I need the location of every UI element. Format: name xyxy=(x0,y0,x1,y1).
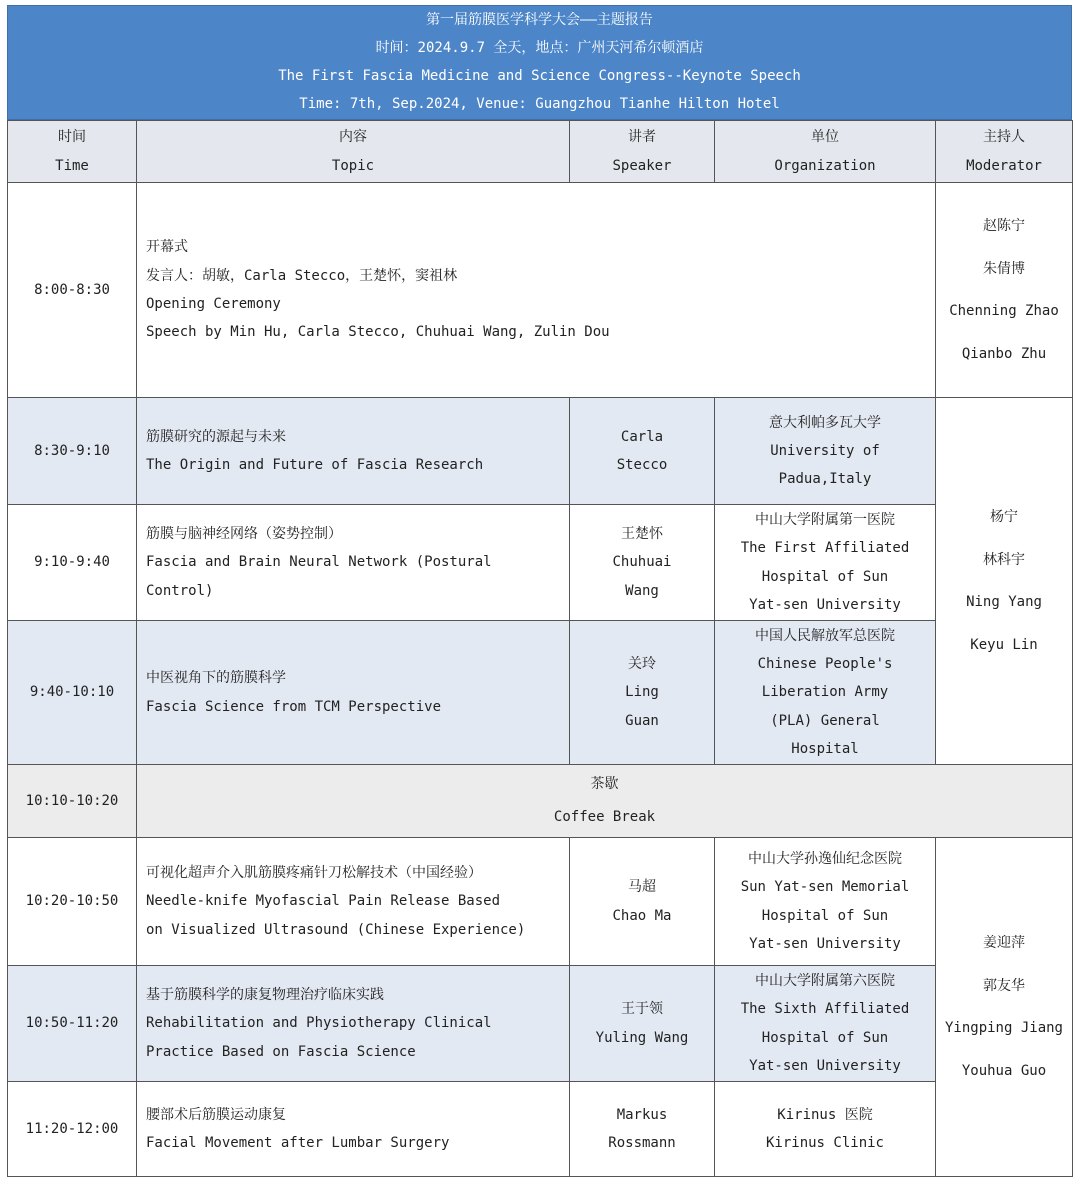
time-cell: 10:50-11:20 xyxy=(8,966,137,1082)
topic-cell: 筋膜与脑神经网络（姿势控制） Fascia and Brain Neural Network (Postural Control) xyxy=(137,505,570,621)
speaker-cell: Markus Rossmann xyxy=(570,1082,715,1177)
topic-cell: 基于筋膜科学的康复物理治疗临床实践 Rehabilitation and Physiotherapy Clinical Practice Based on Fascia Science xyxy=(137,966,570,1082)
header-row xyxy=(8,121,1073,183)
moderator-cell: 杨宁 林科宇 Ning Yang Keyu Lin xyxy=(936,398,1073,765)
table-row xyxy=(8,1082,1073,1177)
speaker-cell: 王于领 Yuling Wang xyxy=(570,966,715,1082)
header-topic: 内容 Topic xyxy=(137,121,570,183)
schedule-banner xyxy=(7,5,1072,120)
speaker-cell: 王楚怀 Chuhuai Wang xyxy=(570,505,715,621)
topic-cell: 中医视角下的筋膜科学 Fascia Science from TCM Perspective xyxy=(137,621,570,765)
moderator-cell: 赵陈宁 朱倩博 Chenning Zhao Qianbo Zhu xyxy=(936,183,1073,398)
time-cell: 10:10-10:20 xyxy=(8,765,137,838)
time-cell: 8:00-8:30 xyxy=(8,183,137,398)
time-cell: 8:30-9:10 xyxy=(8,398,137,505)
topic-cell: 腰部术后筋膜运动康复 Facial Movement after Lumbar Surgery xyxy=(137,1082,570,1177)
banner-info-cn: 时间：2024.9.7 全天，地点：广州天河希尔顿酒店 xyxy=(375,40,704,56)
topic-cell: 筋膜研究的源起与未来 The Origin and Future of Fascia Research xyxy=(137,398,570,505)
table-row xyxy=(8,621,1073,765)
coffee-break-cell: 茶歇 Coffee Break xyxy=(137,765,1073,838)
table-row xyxy=(8,765,1073,838)
time-cell: 9:10-9:40 xyxy=(8,505,137,621)
banner-title-cn: 第一届筋膜医学科学大会——主题报告 xyxy=(426,12,653,28)
header-speaker: 讲者 Speaker xyxy=(570,121,715,183)
organization-cell: 中山大学附属第一医院 The First Affiliated Hospital of Sun Yat-sen University xyxy=(715,505,936,621)
header-organization: 单位 Organization xyxy=(715,121,936,183)
table-row xyxy=(8,966,1073,1082)
time-cell: 9:40-10:10 xyxy=(8,621,137,765)
speaker-cell: 马超 Chao Ma xyxy=(570,838,715,966)
header-moderator: 主持人 Moderator xyxy=(936,121,1073,183)
table-row xyxy=(8,183,1073,398)
organization-cell: 意大利帕多瓦大学 University of Padua,Italy xyxy=(715,398,936,505)
schedule-table xyxy=(7,120,1073,1177)
table-row xyxy=(8,505,1073,621)
organization-cell: Kirinus 医院 Kirinus Clinic xyxy=(715,1082,936,1177)
topic-cell: 开幕式 发言人：胡敏，Carla Stecco，王楚怀，窦祖林 Opening Ceremony Speech by Min Hu, Carla Stecco, Chuhuai Wang, Zulin Dou xyxy=(137,183,936,398)
time-cell: 11:20-12:00 xyxy=(8,1082,137,1177)
banner-info-en: Time: 7th, Sep.2024, Venue: Guangzhou Tianhe Hilton Hotel xyxy=(299,96,780,112)
speaker-cell: Carla Stecco xyxy=(570,398,715,505)
speaker-cell: 关玲 Ling Guan xyxy=(570,621,715,765)
organization-cell: 中国人民解放军总医院 Chinese People's Liberation Army (PLA) General Hospital xyxy=(715,621,936,765)
organization-cell: 中山大学孙逸仙纪念医院 Sun Yat-sen Memorial Hospital of Sun Yat-sen University xyxy=(715,838,936,966)
table-row xyxy=(8,838,1073,966)
banner-title-en: The First Fascia Medicine and Science Congress--Keynote Speech xyxy=(278,68,801,84)
table-row xyxy=(8,398,1073,505)
header-time: 时间 Time xyxy=(8,121,137,183)
organization-cell: 中山大学附属第六医院 The Sixth Affiliated Hospital of Sun Yat-sen University xyxy=(715,966,936,1082)
time-cell: 10:20-10:50 xyxy=(8,838,137,966)
topic-cell: 可视化超声介入肌筋膜疼痛针刀松解技术（中国经验） Needle-knife Myofascial Pain Release Based on Visualized Ultrasound (Chinese Experience) xyxy=(137,838,570,966)
moderator-cell: 姜迎萍 郭友华 Yingping Jiang Youhua Guo xyxy=(936,838,1073,1177)
